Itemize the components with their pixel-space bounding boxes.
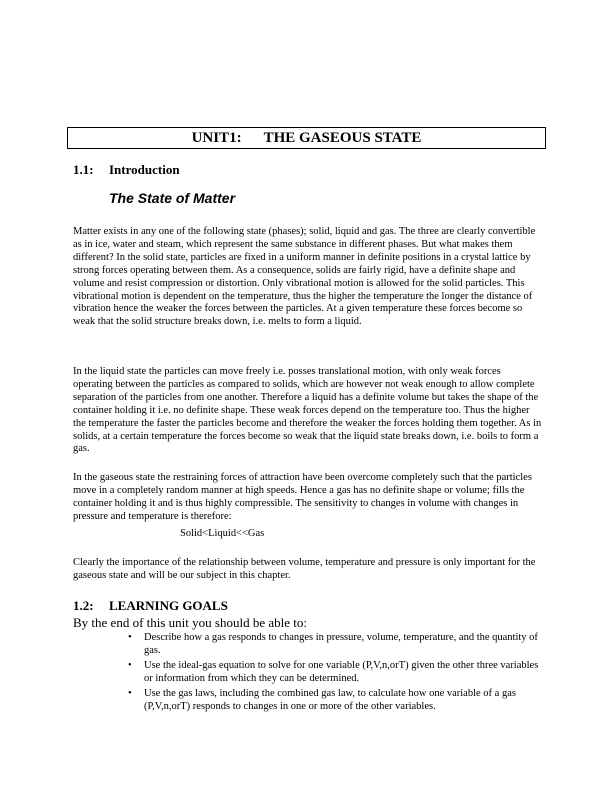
unit-label: UNIT1: [191,130,242,146]
goal-text: Use the ideal-gas equation to solve for one variable (P,V,n,orT) given the other three variables or information from which they can be determined. [144,659,539,684]
bullet-icon: • [128,659,132,671]
bullet-icon: • [128,687,132,699]
subsection-title: The State of Matter [109,190,236,206]
section-number: 1.2: [73,598,94,613]
paragraph-gaseous-state: In the gaseous state the restraining forces of attraction have been overcome completely such that the particles move in a completely random manner at high speeds. Hence a gas has no definite shape or volume; fills the container holding it and is thus highly compressible. The sensitivity to changes in volume with changes in pressure and temperature is therefore: [73,472,532,522]
section-title: Introduction [109,162,180,177]
list-item [128,660,548,686]
section-heading-learning-goals [73,598,228,614]
unit-title: THE GASEOUS STATE [263,130,422,146]
paragraph-conclusion: Clearly the importance of the relationship between volume, temperature and pressure is only important for the gaseous state and will be our subject in this chapter. [73,557,536,581]
goal-text: Describe how a gas responds to changes in pressure, volume, temperature, and the quantity of gas. [144,632,538,656]
learning-goals-list [128,632,548,715]
section-title: LEARNING GOALS [109,598,228,613]
list-item [128,632,548,658]
goal-text: Use the gas laws, including the combined gas law, to calculate how one variable of a gas (P,V,n,orT) responds to changes in one or more of the other variables. [144,687,516,712]
paragraph-liquid-state: In the liquid state the particles can move freely i.e. posses translational motion, with only weak forces operating between the particles as compared to solids, which are however not weak enough to allow complete separation of the particles from one another. Therefore a liquid has a definite volume but takes the shape of the container holding it i.e. no definite shape. These weak forces depend on the temperature too. Thus the higher the temperature the faster the particles become and therefore the weaker the forces holding them together. As in solids, at a certain temperature the forces become so weak that the liquid state breaks down, i.e. boils to form a gas. [73,366,542,455]
unit-title-box [67,127,546,149]
paragraph-solid-state: Matter exists in any one of the following state (phases); solid, liquid and gas. The three are clearly convertible as in ice, water and steam, which represent the same substance in different phases. But what makes them different? In the solid state, particles are fixed in a uniform manner in definite positions in a crystal lattice by strong forces operating between them. As a consequence, solids are fairly rigid, have a definite shape and volume and resist compression or distortion. Only vibrational motion is allowed for the solid particles. This vibrational motion is dependent on the temperature, thus the higher the temperature the longer the distance of vibration hence the weaker the forces between the particles. At a given temperature these forces become so weak that the solid structure breaks down, i.e. melts to form a liquid. [73,226,536,328]
goals-intro: By the end of this unit you should be able to: [73,615,307,630]
compressibility-inequality: Solid<Liquid<<Gas [180,528,265,539]
bullet-icon: • [128,632,132,643]
section-number: 1.1: [73,162,94,177]
list-item [128,688,548,714]
section-heading-introduction [73,162,180,178]
